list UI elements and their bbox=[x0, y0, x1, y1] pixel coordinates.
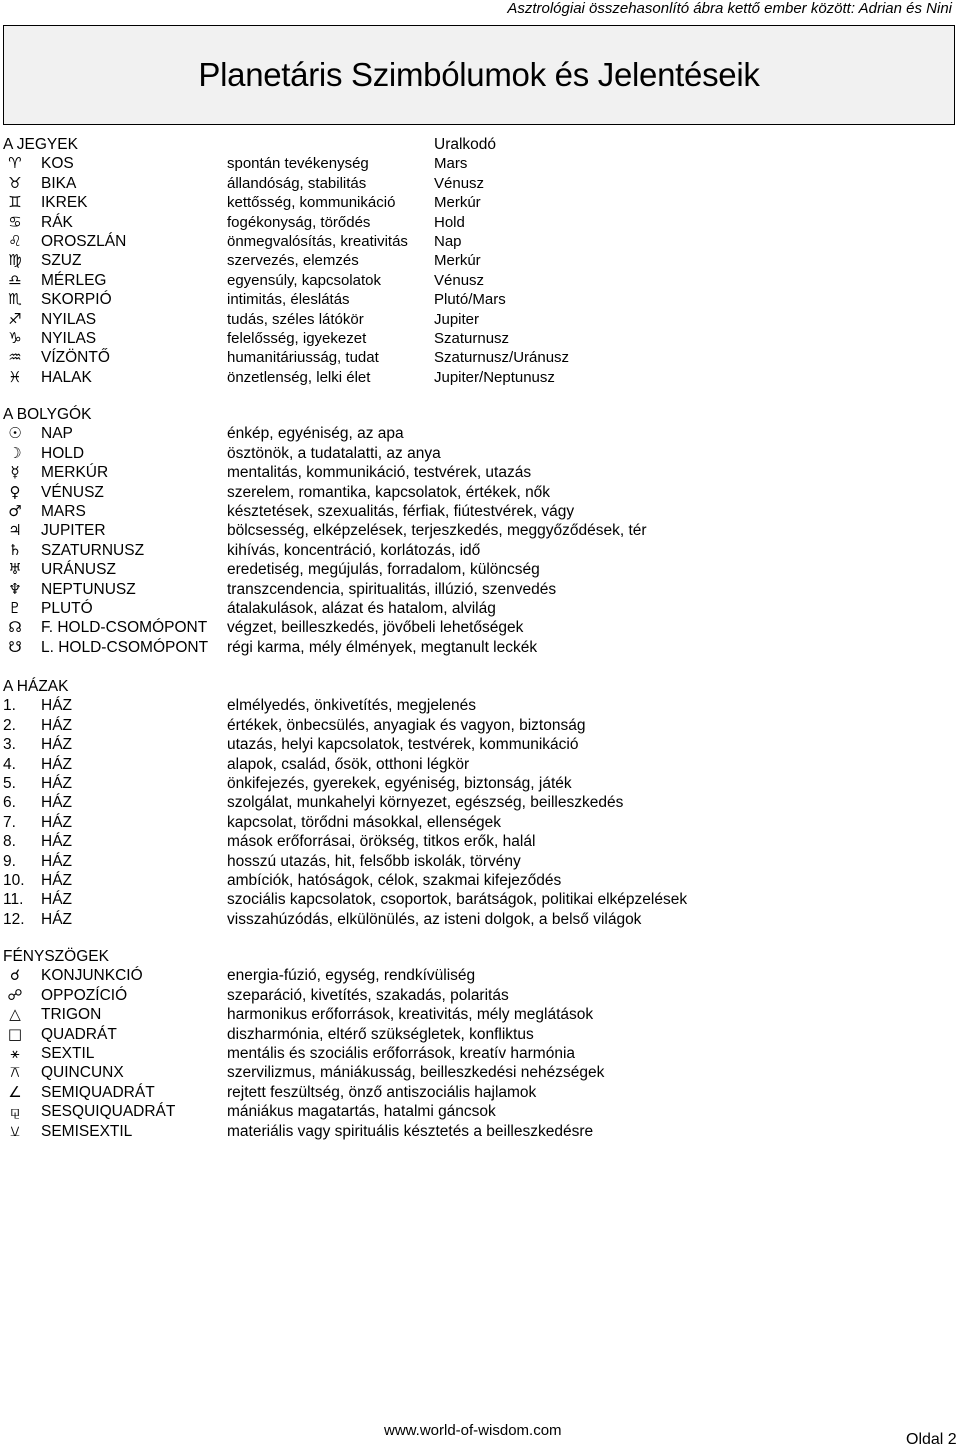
house-name: HÁZ bbox=[41, 697, 72, 715]
sign-row bbox=[3, 251, 960, 270]
house-name: HÁZ bbox=[41, 716, 72, 734]
signs-list bbox=[3, 154, 960, 387]
house-description: kapcsolat, törődni másokkal, ellenségek bbox=[227, 813, 501, 831]
moon-icon: ☽ bbox=[8, 443, 22, 462]
planet-name: SZATURNUSZ bbox=[41, 541, 145, 559]
planet-description: mentalitás, kommunikáció, testvérek, utazás bbox=[227, 464, 532, 482]
sign-row bbox=[3, 232, 960, 251]
houses-header-row bbox=[3, 677, 960, 696]
planet-name: URÁNUSZ bbox=[41, 561, 116, 579]
sign-description: önmegvalósítás, kreativitás bbox=[227, 232, 408, 250]
sextile-icon: ⚹ bbox=[10, 1043, 20, 1062]
sign-row bbox=[3, 271, 960, 290]
sign-name: SKORPIÓ bbox=[41, 291, 112, 309]
aspect-name: SEMISEXTIL bbox=[41, 1122, 133, 1140]
houses-heading: A HÁZAK bbox=[3, 678, 69, 695]
sign-name: MÉRLEG bbox=[41, 271, 107, 289]
ruler-heading: Uralkodó bbox=[434, 136, 497, 153]
libra-icon: ♎ bbox=[8, 270, 22, 289]
house-row bbox=[3, 793, 960, 812]
sign-row bbox=[3, 310, 960, 329]
planet-row bbox=[3, 599, 960, 618]
house-description: ambíciók, hatóságok, célok, szakmai kifejeződés bbox=[227, 871, 562, 889]
aspect-name: OPPOZÍCIÓ bbox=[41, 986, 128, 1004]
north-node-icon: ☊ bbox=[8, 618, 22, 637]
aquarius-icon: ♒ bbox=[8, 348, 22, 367]
house-number: 4. bbox=[3, 755, 16, 773]
aspect-description: szeparáció, kivetítés, szakadás, polaritás bbox=[227, 986, 509, 1004]
aspect-name: SEXTIL bbox=[41, 1044, 95, 1062]
house-number: 1. bbox=[3, 697, 16, 715]
planet-name: F. HOLD-CSOMÓPONT bbox=[41, 619, 208, 637]
aspect-name: KONJUNKCIÓ bbox=[41, 967, 143, 985]
scorpio-icon: ♏ bbox=[8, 290, 22, 309]
planet-row bbox=[3, 463, 960, 482]
planet-row bbox=[3, 560, 960, 579]
page-title: Planetáris Szimbólumok és Jelentéseik bbox=[198, 56, 760, 93]
sign-name: KOS bbox=[41, 155, 74, 173]
mars-icon: ♂ bbox=[8, 501, 22, 520]
house-row bbox=[3, 852, 960, 871]
planet-name: PLUTÓ bbox=[41, 599, 93, 617]
sign-description: humanitáriusság, tudat bbox=[227, 349, 379, 367]
house-description: hosszú utazás, hit, felsőbb iskolák, törvény bbox=[227, 852, 521, 870]
house-row bbox=[3, 755, 960, 774]
sign-name: OROSZLÁN bbox=[41, 232, 127, 250]
sign-row bbox=[3, 329, 960, 348]
planet-description: bölcsesség, elképzelések, terjeszkedés, meggyőződések, tér bbox=[227, 522, 647, 540]
sign-name: RÁK bbox=[41, 213, 73, 231]
house-description: szociális kapcsolatok, csoportok, barátságok, politikai elképzelések bbox=[227, 891, 688, 909]
sign-description: fogékonyság, törődés bbox=[227, 213, 371, 231]
house-description: értékek, önbecsülés, anyagiak és vagyon, biztonság bbox=[227, 716, 586, 734]
sign-row bbox=[3, 290, 960, 309]
sign-name: IKREK bbox=[41, 194, 88, 212]
sign-description: önzetlenség, lelki élet bbox=[227, 368, 371, 386]
aspect-description: mentális és szociális erőforrások, kreatív harmónia bbox=[227, 1044, 576, 1062]
sign-row bbox=[3, 348, 960, 367]
square-icon: □ bbox=[7, 1024, 23, 1043]
planet-row bbox=[3, 521, 960, 540]
sign-ruler: Mars bbox=[434, 155, 468, 173]
sign-ruler: Nap bbox=[434, 232, 462, 250]
sign-ruler: Merkúr bbox=[434, 252, 481, 270]
planet-row bbox=[3, 444, 960, 463]
planets-section bbox=[3, 405, 960, 657]
taurus-icon: ♉ bbox=[8, 173, 22, 192]
aspect-row bbox=[3, 1122, 960, 1141]
aspect-row bbox=[3, 1005, 960, 1024]
planet-name: MARS bbox=[41, 502, 86, 520]
planet-row bbox=[3, 580, 960, 599]
house-number: 8. bbox=[3, 833, 16, 851]
capricorn-icon: ♑ bbox=[8, 328, 22, 347]
sign-ruler: Merkúr bbox=[434, 194, 481, 212]
sign-description: kettősség, kommunikáció bbox=[227, 194, 396, 212]
aspect-description: energia-fúzió, egység, rendkívüliség bbox=[227, 967, 476, 985]
sign-description: spontán tevékenység bbox=[227, 155, 369, 173]
sign-ruler: Jupiter/Neptunusz bbox=[434, 368, 555, 386]
pisces-icon: ♓ bbox=[8, 367, 22, 386]
mercury-icon: ☿ bbox=[10, 463, 20, 482]
aspect-row bbox=[3, 1102, 960, 1121]
signs-section bbox=[3, 135, 960, 387]
house-name: HÁZ bbox=[41, 852, 72, 870]
aspect-name: QUADRÁT bbox=[41, 1025, 117, 1043]
planet-name: VÉNUSZ bbox=[41, 483, 104, 501]
planet-description: késztetések, szexualitás, férfiak, fiútestvérek, vágy bbox=[227, 502, 575, 520]
house-number: 5. bbox=[3, 774, 16, 792]
house-number: 7. bbox=[3, 813, 16, 831]
houses-list bbox=[3, 696, 960, 929]
aspect-description: rejtett feszültség, önző antiszociális hajlamok bbox=[227, 1083, 537, 1101]
pluto-icon: ♇ bbox=[8, 598, 22, 617]
sign-name: VÍZÖNTŐ bbox=[41, 349, 110, 367]
aspect-row bbox=[3, 966, 960, 985]
south-node-icon: ☋ bbox=[8, 637, 22, 656]
house-name: HÁZ bbox=[41, 794, 72, 812]
planet-name: MERKÚR bbox=[41, 464, 109, 482]
house-row bbox=[3, 813, 960, 832]
aspect-row bbox=[3, 1025, 960, 1044]
aspect-row bbox=[3, 1044, 960, 1063]
sign-name: NYILAS bbox=[41, 329, 97, 347]
sign-ruler: Vénusz bbox=[434, 174, 485, 192]
sesquiquadrate-icon: ⚼ bbox=[9, 1102, 21, 1121]
house-name: HÁZ bbox=[41, 774, 72, 792]
planet-name: JUPITER bbox=[41, 522, 106, 540]
house-row bbox=[3, 871, 960, 890]
footer-url[interactable]: www.world-of-wisdom.com bbox=[384, 1422, 562, 1439]
aspect-name: TRIGON bbox=[41, 1006, 102, 1024]
sign-ruler: Hold bbox=[434, 213, 465, 231]
trine-icon: △ bbox=[9, 1005, 21, 1024]
aspect-row bbox=[3, 1083, 960, 1102]
sign-name: SZUZ bbox=[41, 252, 82, 270]
sign-row bbox=[3, 213, 960, 232]
sign-ruler: Plutó/Mars bbox=[434, 291, 506, 309]
planet-row bbox=[3, 424, 960, 443]
aspect-description: materiális vagy spirituális késztetés a beilleszkedésre bbox=[227, 1122, 594, 1140]
sign-ruler: Szaturnusz/Uránusz bbox=[434, 349, 570, 367]
planet-row bbox=[3, 618, 960, 637]
planet-description: transzcendencia, spiritualitás, illúzió, szenvedés bbox=[227, 580, 557, 598]
uranus-icon: ♅ bbox=[8, 560, 22, 579]
sagittarius-icon: ♐ bbox=[8, 309, 22, 328]
jupiter-icon: ♃ bbox=[8, 521, 22, 540]
leo-icon: ♌ bbox=[8, 231, 22, 250]
sign-ruler: Jupiter bbox=[434, 310, 480, 328]
neptune-icon: ♆ bbox=[8, 579, 22, 598]
saturn-icon: ♄ bbox=[8, 540, 22, 559]
sign-name: BIKA bbox=[41, 174, 77, 192]
aspect-name: QUINCUNX bbox=[41, 1064, 124, 1082]
sun-icon: ☉ bbox=[8, 424, 22, 443]
house-row bbox=[3, 696, 960, 715]
planets-heading: A BOLYGÓK bbox=[3, 406, 92, 423]
house-name: HÁZ bbox=[41, 910, 72, 928]
house-description: utazás, helyi kapcsolatok, testvérek, kommunikáció bbox=[227, 736, 579, 754]
house-number: 12. bbox=[3, 910, 25, 928]
aspect-description: mániákus magatartás, hatalmi gáncsok bbox=[227, 1103, 496, 1121]
signs-header-row bbox=[3, 135, 960, 154]
house-number: 11. bbox=[3, 891, 24, 909]
sign-description: tudás, széles látókör bbox=[227, 310, 364, 328]
virgo-icon: ♍ bbox=[8, 251, 22, 270]
sign-row bbox=[3, 154, 960, 173]
aspect-description: szervilizmus, mániákusság, beilleszkedési nehézségek bbox=[227, 1064, 605, 1082]
semisquare-icon: ∠ bbox=[8, 1082, 22, 1101]
planet-description: eredetiség, megújulás, forradalom, különcség bbox=[227, 561, 540, 579]
conjunction-icon: ☌ bbox=[9, 966, 21, 985]
planet-description: átalakulások, alázat és hatalom, alvilág bbox=[227, 599, 496, 617]
sign-row bbox=[3, 174, 960, 193]
planet-description: régi karma, mély élmények, megtanult leckék bbox=[227, 638, 538, 656]
gemini-icon: ♊ bbox=[8, 193, 22, 212]
house-row bbox=[3, 910, 960, 929]
sign-description: intimitás, éleslátás bbox=[227, 291, 350, 309]
house-description: önkifejezés, gyerekek, egyéniség, biztonság, játék bbox=[227, 774, 572, 792]
house-number: 3. bbox=[3, 736, 16, 754]
house-name: HÁZ bbox=[41, 736, 72, 754]
house-row bbox=[3, 716, 960, 735]
planet-name: L. HOLD-CSOMÓPONT bbox=[41, 638, 209, 656]
planet-row bbox=[3, 502, 960, 521]
house-description: elmélyedés, önkivetítés, megjelenés bbox=[227, 697, 476, 715]
title-box bbox=[3, 25, 955, 125]
house-name: HÁZ bbox=[41, 891, 72, 909]
sign-ruler: Szaturnusz bbox=[434, 329, 510, 347]
opposition-icon: ☍ bbox=[7, 985, 23, 1004]
house-row bbox=[3, 774, 960, 793]
planet-description: szerelem, romantika, kapcsolatok, értékek, nők bbox=[227, 483, 551, 501]
sign-description: egyensúly, kapcsolatok bbox=[227, 271, 381, 289]
sign-row bbox=[3, 193, 960, 212]
planet-description: kihívás, koncentráció, korlátozás, idő bbox=[227, 541, 481, 559]
planet-name: HOLD bbox=[41, 444, 85, 462]
planets-header-row bbox=[3, 405, 960, 424]
aries-icon: ♈ bbox=[8, 154, 22, 173]
sign-description: felelősség, igyekezet bbox=[227, 329, 367, 347]
house-row bbox=[3, 832, 960, 851]
planet-row bbox=[3, 483, 960, 502]
semisextile-icon: ⚺ bbox=[10, 1121, 20, 1140]
aspect-description: diszharmónia, eltérő szükségletek, konfliktus bbox=[227, 1025, 534, 1043]
planet-name: NEPTUNUSZ bbox=[41, 580, 136, 598]
header-title: Asztrológiai összehasonlító ábra kettő ember között: Adrian és Nini bbox=[507, 0, 952, 17]
house-name: HÁZ bbox=[41, 833, 72, 851]
aspect-description: harmonikus erőforrások, kreativitás, mély meglátások bbox=[227, 1006, 594, 1024]
aspects-list bbox=[3, 966, 960, 1141]
aspects-header-row bbox=[3, 947, 960, 966]
aspect-name: SEMIQUADRÁT bbox=[41, 1083, 155, 1101]
house-row bbox=[3, 890, 960, 909]
house-number: 6. bbox=[3, 794, 16, 812]
planet-description: végzet, beilleszkedés, jövőbeli lehetőségek bbox=[227, 619, 524, 637]
house-description: szolgálat, munkahelyi környezet, egészség, beilleszkedés bbox=[227, 794, 624, 812]
house-number: 9. bbox=[3, 852, 16, 870]
aspects-heading: FÉNYSZÖGEK bbox=[3, 948, 109, 965]
aspects-section bbox=[3, 947, 960, 1141]
aspect-name: SESQUIQUADRÁT bbox=[41, 1103, 176, 1121]
house-number: 10. bbox=[3, 871, 25, 889]
aspect-row bbox=[3, 1063, 960, 1082]
quincunx-icon: ⚻ bbox=[10, 1063, 20, 1082]
page-number: Oldal 2 bbox=[906, 1431, 957, 1448]
house-name: HÁZ bbox=[41, 813, 72, 831]
sign-row bbox=[3, 368, 960, 387]
sign-name: HALAK bbox=[41, 368, 92, 386]
planets-list bbox=[3, 424, 960, 657]
house-name: HÁZ bbox=[41, 755, 72, 773]
house-description: mások erőforrásai, örökség, titkos erők, halál bbox=[227, 833, 536, 851]
sign-description: állandóság, stabilitás bbox=[227, 174, 367, 192]
houses-section bbox=[3, 677, 960, 929]
sign-description: szervezés, elemzés bbox=[227, 252, 359, 270]
signs-heading: A JEGYEK bbox=[3, 136, 78, 153]
house-number: 2. bbox=[3, 716, 16, 734]
planet-row bbox=[3, 638, 960, 657]
aspect-row bbox=[3, 986, 960, 1005]
planet-description: ösztönök, a tudatalatti, az anya bbox=[227, 444, 441, 462]
house-name: HÁZ bbox=[41, 871, 72, 889]
sign-ruler: Vénusz bbox=[434, 271, 485, 289]
house-row bbox=[3, 735, 960, 754]
planet-name: NAP bbox=[41, 425, 73, 443]
cancer-icon: ♋ bbox=[8, 212, 22, 231]
venus-icon: ♀ bbox=[9, 482, 21, 501]
house-description: visszahúzódás, elkülönülés, az isteni dolgok, a belső világok bbox=[227, 910, 642, 928]
planet-description: énkép, egyéniség, az apa bbox=[227, 425, 404, 443]
house-description: alapok, család, ősök, otthoni légkör bbox=[227, 755, 470, 773]
planet-row bbox=[3, 541, 960, 560]
sign-name: NYILAS bbox=[41, 310, 97, 328]
